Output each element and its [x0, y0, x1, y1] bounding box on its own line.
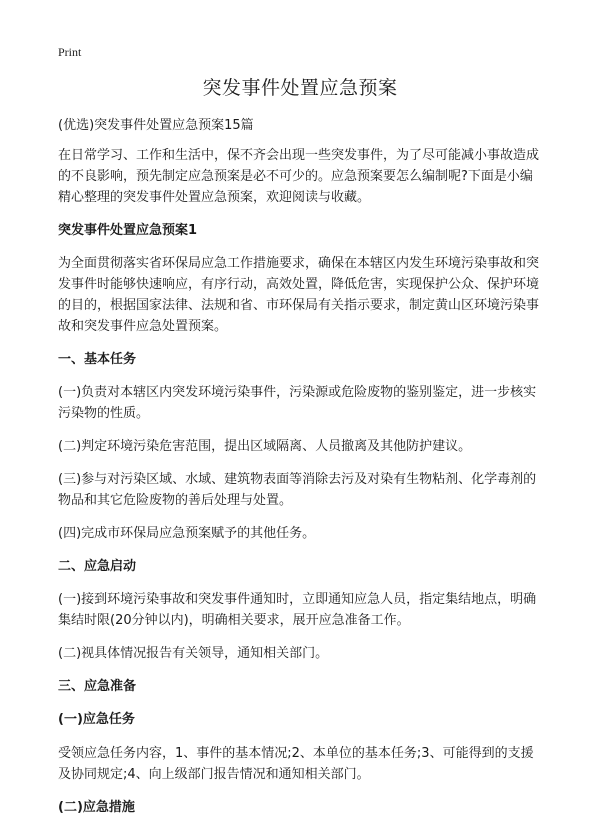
part2-item: (二)视具体情况报告有关领导，通知相关部门。 — [58, 646, 329, 661]
document-subtitle: (优选)突发事件处置应急预案15篇 — [58, 118, 254, 133]
page-title: 突发事件处置应急预案 — [202, 77, 398, 99]
section-intro-paragraph: 为全面贯彻落实省环保局应急工作措施要求，确保在本辖区内发生环境污染事故和突发事件时能够快速响应，有序行动，高效处置，降低危害，实现保护公众、保护环境的目的，根据国家法律、法规和省、市环保局有关指示要求，制定黄山区环境污染事故和突发事件应急处置预案。 — [58, 256, 540, 334]
part3-paragraph: 受领应急任务内容，1、事件的基本情况;2、本单位的基本任务;3、可能得到的支援及协同规定;4、向上级部门报告情况和通知相关部门。 — [58, 746, 534, 782]
part1-item: (四)完成市环保局应急预案赋予的其他任务。 — [58, 526, 316, 541]
part1-item: (三)参与对污染区域、水域、建筑物表面等消除去污及对染有生物粘剂、化学毒剂的物品和其它危险废物的善后处理与处置。 — [58, 472, 537, 508]
section-heading: 突发事件处置应急预案1 — [58, 223, 198, 238]
print-link[interactable]: Print — [58, 45, 82, 59]
part3-heading: 三、应急准备 — [58, 679, 137, 694]
intro-paragraph: 在日常学习、工作和生活中，保不齐会出现一些突发事件，为了尽可能减小事故造成的不良影响，预先制定应急预案是必不可少的。应急预案要怎么编制呢?下面是小编精心整理的突发事件处置应急预案，欢迎阅读与收藏。 — [58, 148, 540, 205]
part3-subheading: (二)应急措施 — [58, 800, 135, 815]
part1-item: (二)判定环境污染危害范围，提出区域隔离、人员撤离及其他防护建议。 — [58, 439, 472, 454]
part1-heading: 一、基本任务 — [58, 352, 137, 367]
part2-heading: 二、应急启动 — [58, 559, 137, 574]
part3-subheading: (一)应急任务 — [58, 712, 135, 727]
part1-item: (一)负责对本辖区内突发环境污染事件，污染源或危险废物的鉴别鉴定，进一步核实污染物的性质。 — [58, 385, 537, 421]
part2-item: (一)接到环境污染事故和突发事件通知时，立即通知应急人员，指定集结地点，明确集结时限(20分钟以内)，明确相关要求，展开应急准备工作。 — [58, 592, 537, 628]
